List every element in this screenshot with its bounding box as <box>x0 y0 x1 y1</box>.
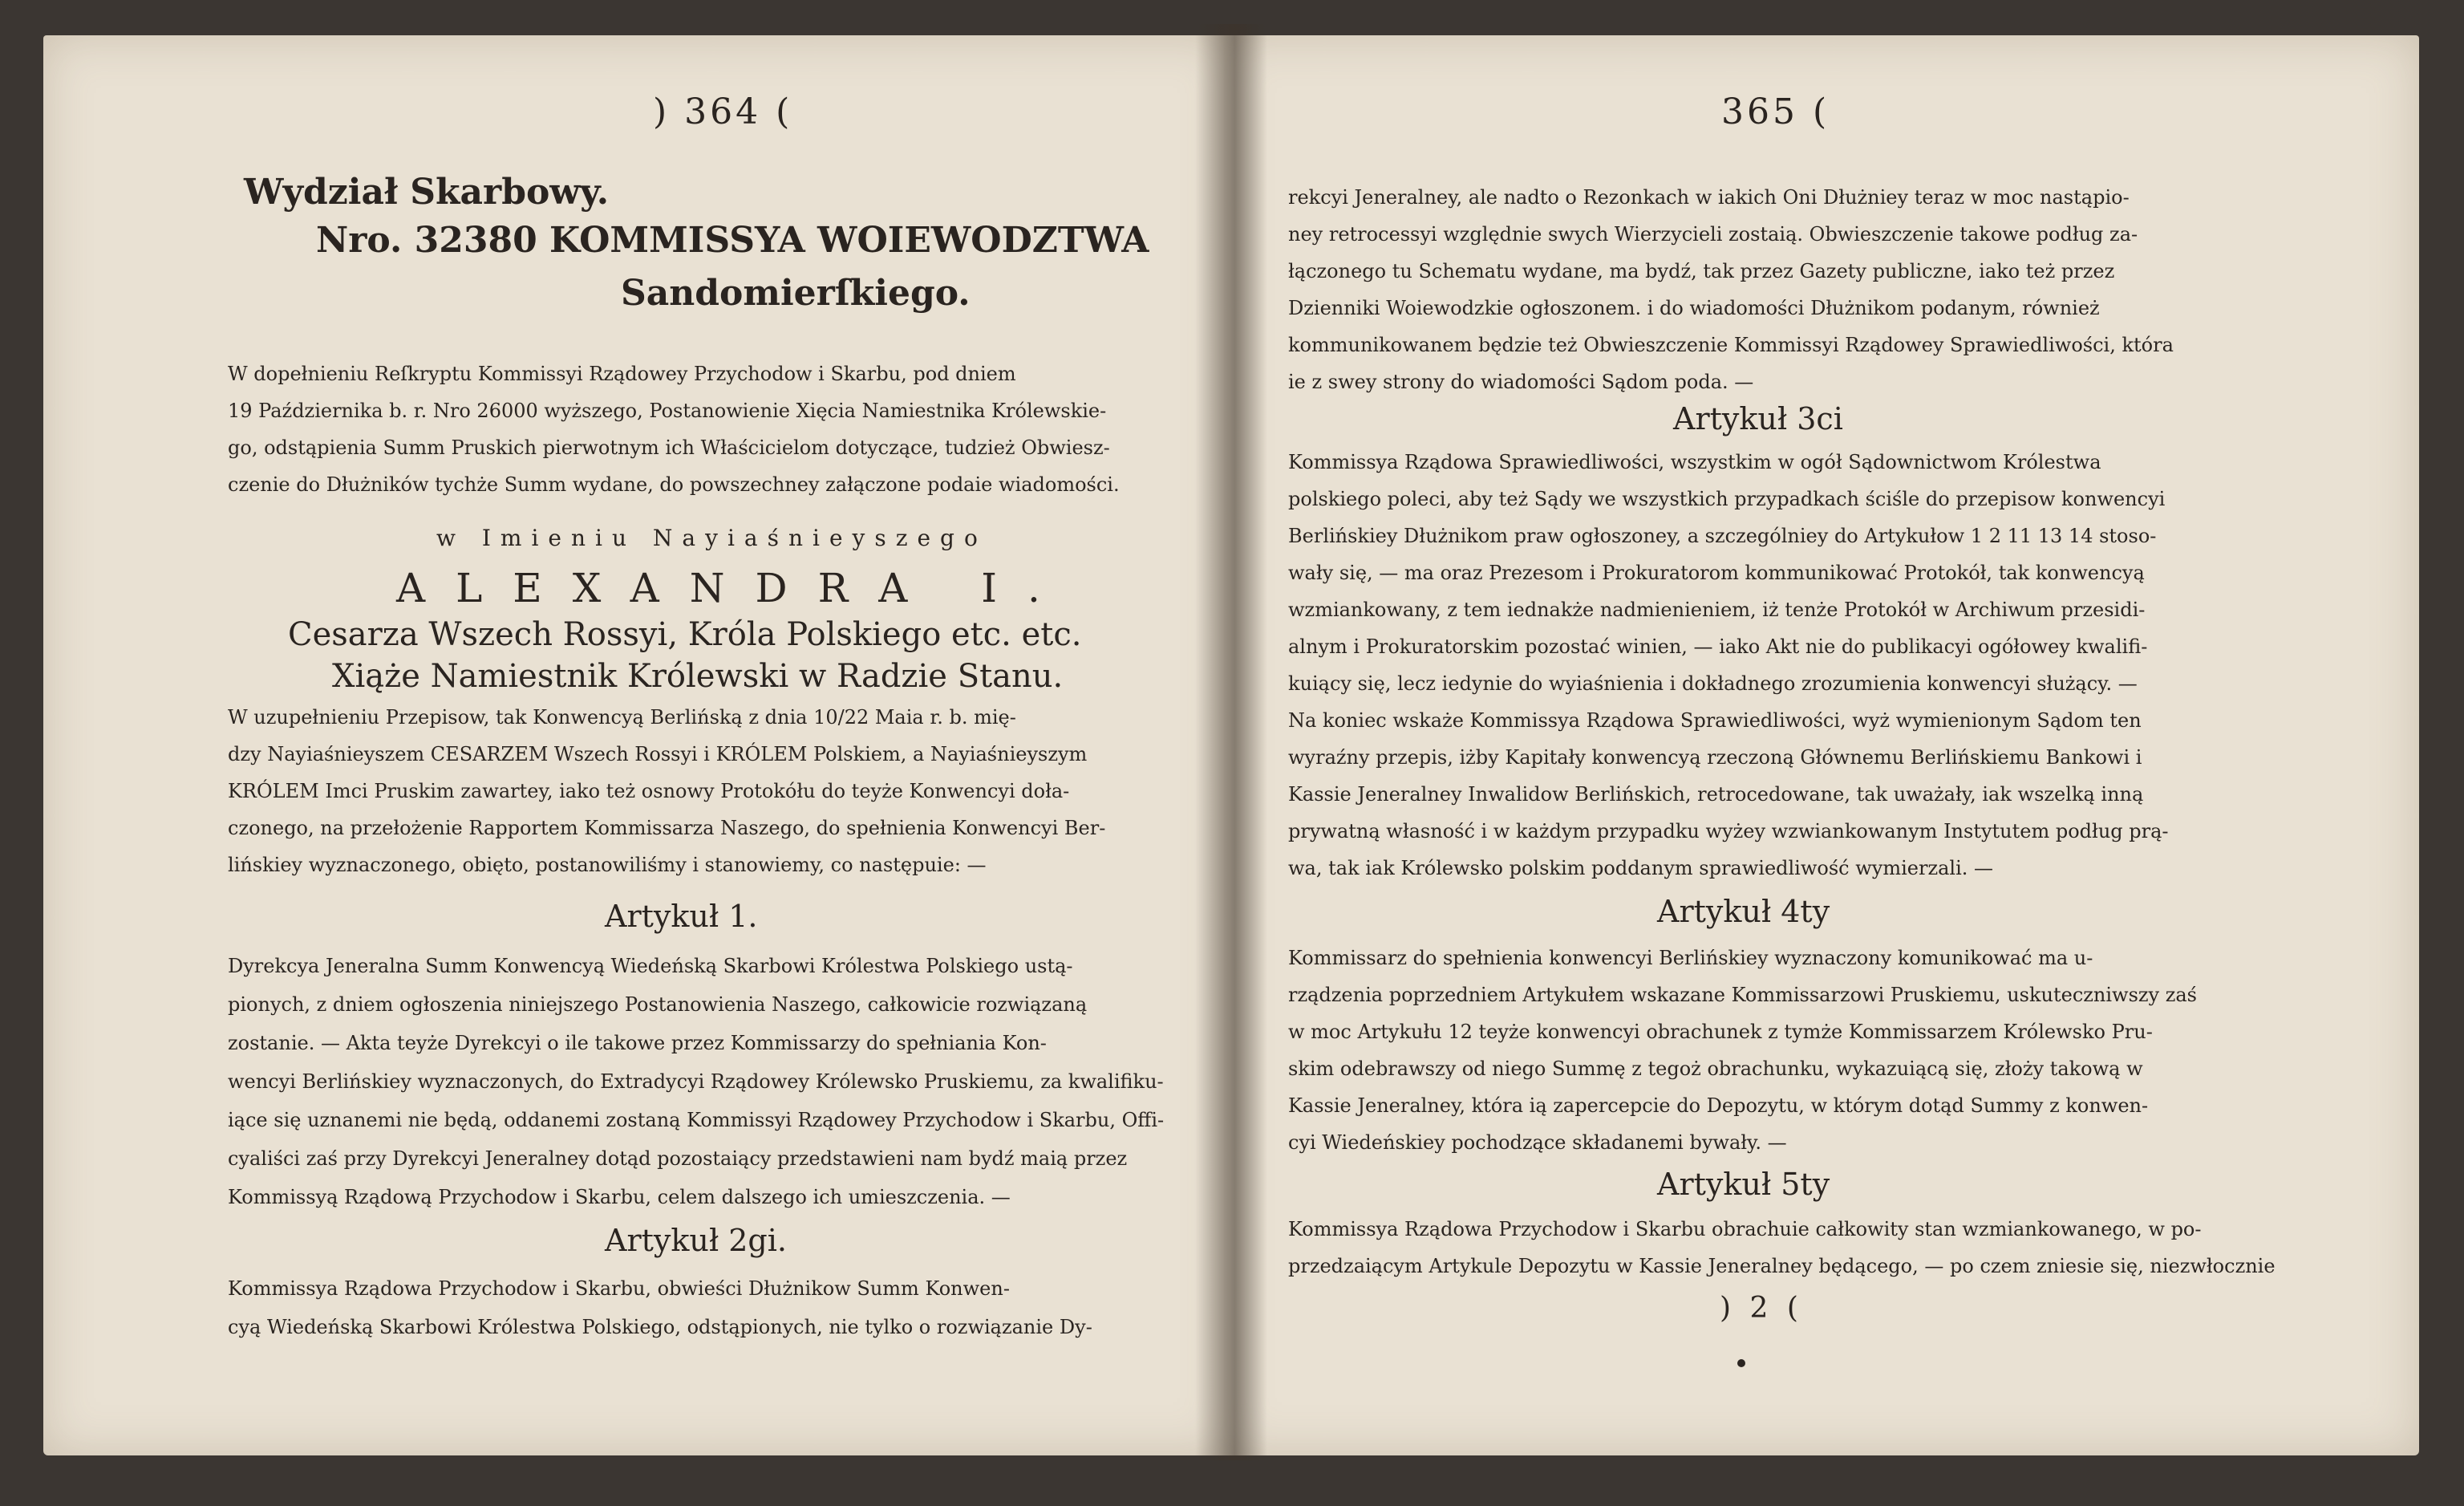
paragraph-line: skim odebrawszy od niego Summę z tegoż obrachunku, wykazuiącą się, złoży takową w <box>1288 1057 2143 1080</box>
article-heading: Artykuł 1. <box>605 899 758 934</box>
paragraph-line: czenie do Dłużników tychże Summ wydane, do powszechney załączone podaie wiadomości. <box>228 473 1120 496</box>
paragraph-line: wa, tak iak Królewsko polskim poddanym sprawiedliwość wymierzali. — <box>1288 857 1994 879</box>
commission-heading: Nro. 32380 KOMMISSYA WOIEWODZTWA <box>316 220 1149 261</box>
paragraph-line: rządzenia poprzedniem Artykułem wskazane Kommissarzowi Pruskiemu, uskuteczniwszy zaś <box>1288 984 2197 1006</box>
paragraph-line: prywatną własność i w każdym przypadku wyżey wzwiankowanym Instytutem podług prą- <box>1288 820 2169 842</box>
paragraph-line: ie z swey strony do wiadomości Sądom poda. — <box>1288 371 1754 393</box>
paragraph-line: kuiący się, lecz iedynie do wyiaśnienia i dokładnego zrozumienia konwencyi służący. — <box>1288 672 2138 695</box>
invocation: w Imieniu Nayiaśnieyszego <box>436 525 987 551</box>
paragraph-line: Dyrekcya Jeneralna Summ Konwencyą Wiedeńską Skarbowi Królestwa Polskiego ustą- <box>228 955 1073 977</box>
article-heading: Artykuł 2gi. <box>605 1223 787 1258</box>
paragraph-line: go, odstąpienia Summ Pruskich pierwotnym ich Właścicielom dotyczące, tudzież Obwiesz- <box>228 436 1110 459</box>
paragraph-line: Kommissya Rządowa Przychodow i Skarbu obrachuie całkowity stan wzmiankowanego, w po- <box>1288 1218 2202 1240</box>
paragraph-line: Kommissyą Rządową Przychodow i Skarbu, celem dalszego ich umieszczenia. — <box>228 1186 1011 1208</box>
left-page <box>43 35 1230 1455</box>
paragraph-line: W dopełnieniu Reſkryptu Kommissyi Rządowey Przychodow i Skarbu, pod dniem <box>228 363 1016 385</box>
signature-mark: ) 2 ( <box>1720 1292 1803 1325</box>
paragraph-line: polskiego poleci, aby też Sądy we wszystkich przypadkach ściśle do przepisow konwencyi <box>1288 488 2166 510</box>
book-gutter <box>1195 24 1267 1460</box>
paragraph-line: rekcyi Jeneralney, ale nadto o Rezonkach w iakich Oni Dłużniey teraz w moc nastąpio- <box>1288 186 2130 209</box>
paragraph-line: Berlińskiey Dłużnikom praw ogłoszoney, a szczególniey do Artykułow 1 2 11 13 14 stoso- <box>1288 525 2157 547</box>
voivodeship-heading: Sandomierſkiego. <box>621 273 971 314</box>
paragraph-line: KRÓLEM Imci Pruskim zawartey, iako też osnowy Protokółu do teyże Konwencyi doła- <box>228 780 1070 802</box>
ink-dot <box>1737 1359 1745 1367</box>
article-heading: Artykuł 5ty <box>1657 1167 1830 1202</box>
sovereign-name: ALEXANDRA I. <box>396 565 1071 611</box>
paragraph-line: wały się, — ma oraz Prezesom i Prokuratorom kommunikować Protokół, tak konwencyą <box>1288 562 2145 584</box>
paragraph-line: ney retrocessyi względnie swych Wierzycieli zostaią. Obwieszczenie takowe podług za- <box>1288 223 2138 246</box>
viceroy-title: Xiąże Namiestnik Królewski w Radzie Stanu. <box>332 658 1064 695</box>
paragraph-line: Kassie Jeneralney Inwalidow Berlińskich, retrocedowane, tak uważały, iak wszelką inną <box>1288 783 2144 806</box>
paragraph-line: zostanie. — Akta teyże Dyrekcyi o ile takowe przez Kommissarzy do spełniania Kon- <box>228 1032 1047 1054</box>
paragraph-line: Kommissya Rządowa Przychodow i Skarbu, obwieści Dłużnikow Summ Konwen- <box>228 1277 1010 1300</box>
paragraph-line: Na koniec wskaże Kommissya Rządowa Sprawiedliwości, wyż wymienionym Sądom ten <box>1288 709 2142 732</box>
paragraph-line: czonego, na przełożenie Rapportem Kommissarza Naszego, do spełnienia Konwencyi Ber- <box>228 817 1106 839</box>
paragraph-line: przedzaiącym Artykule Depozytu w Kassie Jeneralney będącego, — po czem zniesie się, niezwłocznie <box>1288 1255 2276 1277</box>
paragraph-line: dzy Nayiaśnieyszem CESARZEM Wszech Rossyi i KRÓLEM Polskiem, a Nayiaśnieyszym <box>228 743 1088 765</box>
paragraph-line: Kommissya Rządowa Sprawiedliwości, wszystkim w ogół Sądownictwom Królestwa <box>1288 451 2101 473</box>
article-heading: Artykuł 4ty <box>1657 894 1830 929</box>
paragraph-line: wyraźny przepis, iżby Kapitały konwencyą rzeczoną Głównemu Berlińskiemu Bankowi i <box>1288 746 2142 769</box>
paragraph-line: alnym i Prokuratorskim pozostać winien, — iako Akt nie do publikacyi ogółowey kwalifi- <box>1288 635 2148 658</box>
paragraph-line: pionych, z dniem ogłoszenia niniejszego Postanowienia Naszego, całkowicie rozwiązaną <box>228 993 1088 1016</box>
paragraph-line: cyą Wiedeńską Skarbowi Królestwa Polskiego, odstąpionych, nie tylko o rozwiązanie Dy- <box>228 1316 1092 1338</box>
paragraph-line: wzmiankowany, z tem iednakże nadmienieniem, iż tenże Protokół w Archiwum przesidi- <box>1288 599 2146 621</box>
paragraph-line: Kassie Jeneralney, która ią zapercepcie do Depozytu, w którym dotąd Summy z konwen- <box>1288 1094 2149 1117</box>
article-heading: Artykuł 3ci <box>1673 401 1843 436</box>
paragraph-line: lińskiey wyznaczonego, obięto, postanowiliśmy i stanowiemy, co następuie: — <box>228 854 987 876</box>
paragraph-line: kommunikowanem będzie też Obwieszczenie Kommissyi Rządowey Sprawiedliwości, która <box>1288 334 2174 356</box>
paragraph-line: Kommissarz do spełnienia konwencyi Berlińskiey wyznaczony komunikować ma u- <box>1288 947 2093 969</box>
paragraph-line: iące się uznanemi nie będą, oddanemi zostaną Kommissyi Rządowey Przychodow i Skarbu, Offi- <box>228 1109 1165 1131</box>
page-number: 365 ( <box>1721 91 1830 132</box>
paragraph-line: Dzienniki Woiewodzkie ogłoszonem. i do wiadomości Dłużnikom podanym, również <box>1288 297 2100 319</box>
right-page <box>1224 35 2419 1455</box>
paragraph-line: 19 Października b. r. Nro 26000 wyższego, Postanowienie Xięcia Namiestnika Królewskie- <box>228 400 1107 422</box>
sovereign-title: Cesarza Wszech Rossyi, Króla Polskiego etc. etc. <box>288 616 1082 653</box>
paragraph-line: w moc Artykułu 12 teyże konwencyi obrachunek z tymże Kommissarzem Królewsko Pru- <box>1288 1021 2153 1043</box>
paragraph-line: W uzupełnieniu Przepisow, tak Konwencyą Berlińską z dnia 10/22 Maia r. b. mię- <box>228 706 1016 729</box>
paragraph-line: wencyi Berlińskiey wyznaczonych, do Extradycyi Rządowey Królewsko Pruskiemu, za kwalifiku- <box>228 1070 1164 1093</box>
department-heading: Wydział Skarbowy. <box>244 172 610 213</box>
page-number: ) 364 ( <box>653 91 793 132</box>
paragraph-line: łączonego tu Schematu wydane, ma bydź, tak przez Gazety publiczne, iako też przez <box>1288 260 2115 282</box>
paragraph-line: cyaliści zaś przy Dyrekcyi Jeneralney dotąd pozostaiący przedstawieni nam bydź maią przez <box>228 1147 1128 1170</box>
paragraph-line: cyi Wiedeńskiey pochodzące składanemi bywały. — <box>1288 1131 1787 1154</box>
